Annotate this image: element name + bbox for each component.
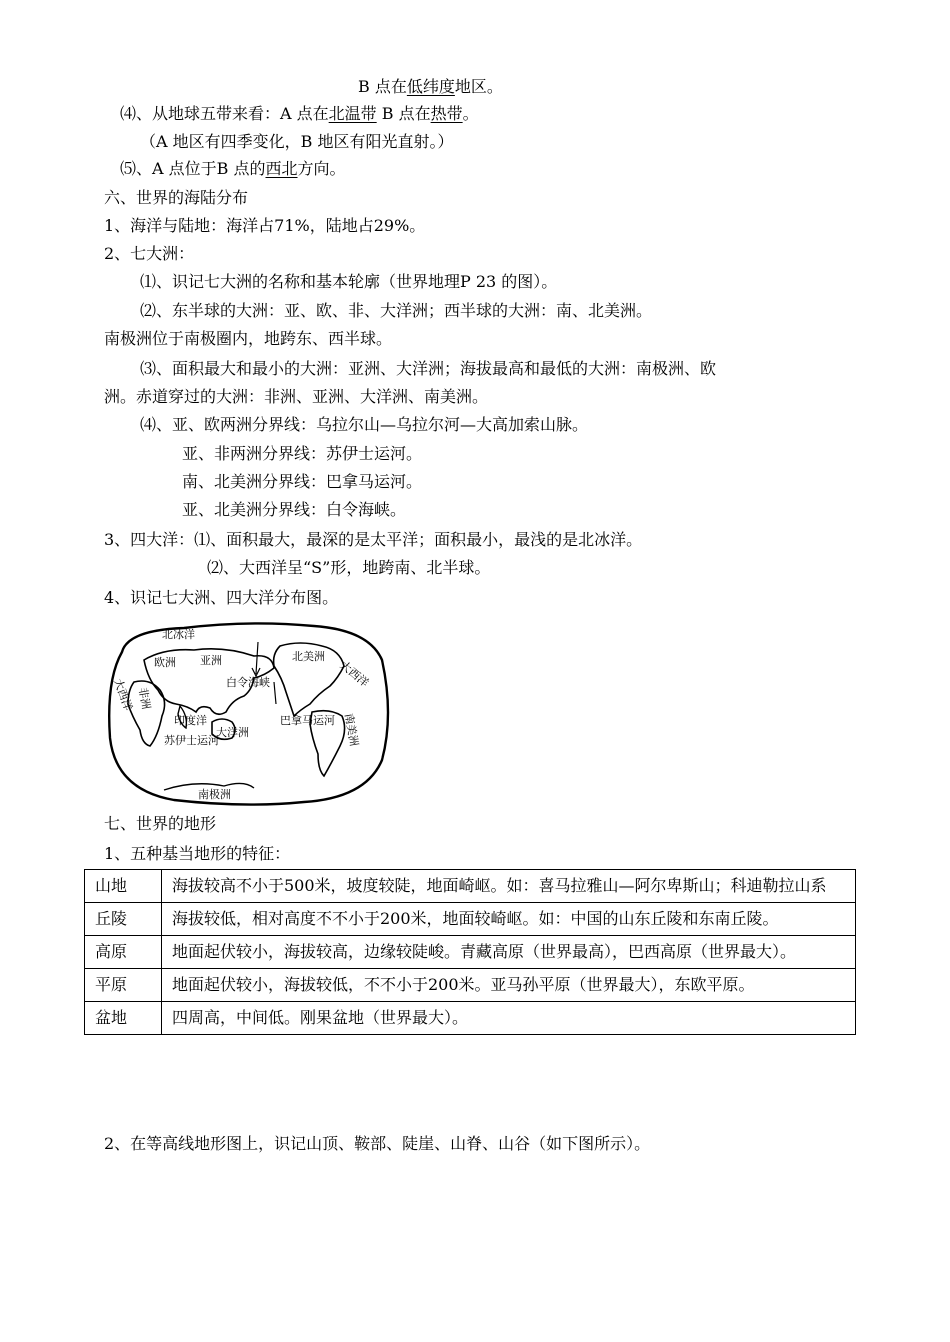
text: ⑸、A 点位于B 点的	[120, 159, 266, 178]
panama-arrow	[274, 682, 276, 704]
map-label: 南美洲	[342, 712, 361, 748]
answer-underlined: 西北	[265, 159, 298, 178]
paragraph: ⑷、亚、欧两洲分界线：乌拉尔山—乌拉尔河—大高加索山脉。	[140, 415, 589, 434]
terrain-name: 盆地	[85, 1002, 162, 1035]
map-label: 北冰洋	[162, 628, 195, 641]
section7-title: 七、世界的地形	[104, 814, 217, 833]
map-label: 大西洋	[111, 676, 135, 713]
answer-underlined: 低纬度	[406, 77, 455, 96]
map-label: 亚洲	[200, 654, 222, 667]
table-row	[85, 903, 856, 936]
bering-arrow	[256, 642, 258, 674]
terrain-description: 地面起伏较小，海拔较低，不不小于200米。亚马孙平原（世界最大），东欧平原。	[162, 969, 856, 1002]
world-map-sketch	[104, 620, 394, 806]
paragraph: 1、海洋与陆地：海洋占71%，陆地占29%。	[104, 216, 426, 235]
paragraph: 3、四大洋：⑴、面积最大，最深的是太平洋；面积最小，最浅的是北冰洋。	[104, 530, 643, 549]
paragraph: ⑵、大西洋呈“S”形，地跨南、北半球。	[207, 558, 491, 577]
paragraph: 南、北美洲分界线：巴拿马运河。	[182, 472, 423, 491]
map-label: 印度洋	[174, 714, 207, 727]
map-label: 北美洲	[292, 650, 325, 663]
map-label: 大洋洲	[216, 726, 249, 739]
five-zones-line	[120, 103, 479, 125]
text: B 点在	[358, 77, 407, 96]
paragraph: 南极洲位于南极圈内，地跨东、西半球。	[104, 329, 393, 348]
terrain-description: 海拔较低，相对高度不不小于200米，地面较崎岖。如：中国的山东丘陵和东南丘陵。	[162, 903, 856, 936]
map-label: 非洲	[136, 686, 153, 711]
paragraph: ⑵、东半球的大洲：亚、欧、非、大洋洲；西半球的大洲：南、北美洲。	[140, 301, 653, 320]
terrain-name: 丘陵	[85, 903, 162, 936]
text: 地区。	[454, 77, 503, 96]
terrain-description: 地面起伏较小，海拔较高，边缘较陡峻。青藏高原（世界最高），巴西高原（世界最大）。	[162, 936, 856, 969]
b-latitude-line	[358, 76, 503, 98]
text: ⑷、从地球五带来看：A 点在	[120, 104, 329, 123]
seasons-note: （A 地区有四季变化，B 地区有阳光直射。）	[140, 132, 454, 151]
terrain-table	[84, 869, 856, 1035]
terrain-description: 海拔较高不小于500米，坡度较陡，地面崎岖。如：喜马拉雅山—阿尔卑斯山；科迪勒拉山系	[162, 870, 856, 903]
table-row	[85, 870, 856, 903]
terrain-name: 山地	[85, 870, 162, 903]
table-row	[85, 969, 856, 1002]
paragraph: ⑶、面积最大和最小的大洲：亚洲、大洋洲；海拔最高和最低的大洲：南极洲、欧	[140, 359, 717, 378]
paragraph: 洲。赤道穿过的大洲：非洲、亚洲、大洋洲、南美洲。	[104, 387, 489, 406]
terrain-name: 平原	[85, 969, 162, 1002]
table-row	[85, 936, 856, 969]
table-row	[85, 1002, 856, 1035]
terrain-description: 四周高，中间低。刚果盆地（世界最大）。	[162, 1002, 856, 1035]
map-label: 欧洲	[154, 656, 176, 669]
map-label: 巴拿马运河	[280, 714, 335, 727]
section6-title: 六、世界的海陆分布	[104, 188, 249, 207]
paragraph: 亚、北美洲分界线：白令海峡。	[182, 500, 407, 519]
paragraph: 4、识记七大洲、四大洋分布图。	[104, 588, 339, 607]
text: B 点在	[376, 104, 431, 123]
paragraph: ⑴、识记七大洲的名称和基本轮廓（世界地理P 23 的图）。	[140, 272, 558, 291]
text: 方向。	[297, 159, 346, 178]
text: 。	[462, 104, 479, 123]
map-label: 大西洋	[337, 658, 372, 690]
paragraph: 2、七大洲：	[104, 244, 195, 263]
paragraph: 2、在等高线地形图上，识记山顶、鞍部、陡崖、山脊、山谷（如下图所示）。	[104, 1134, 651, 1153]
map-label: 苏伊士运河	[164, 734, 219, 747]
direction-line	[120, 158, 346, 180]
answer-underlined: 北温带	[328, 104, 377, 123]
map-label: 白令海峡	[226, 676, 270, 689]
paragraph: 亚、非两洲分界线：苏伊士运河。	[182, 444, 423, 463]
paragraph: 1、五种基当地形的特征：	[104, 844, 291, 863]
terrain-name: 高原	[85, 936, 162, 969]
answer-underlined: 热带	[430, 104, 463, 123]
map-label: 南极洲	[198, 788, 231, 801]
